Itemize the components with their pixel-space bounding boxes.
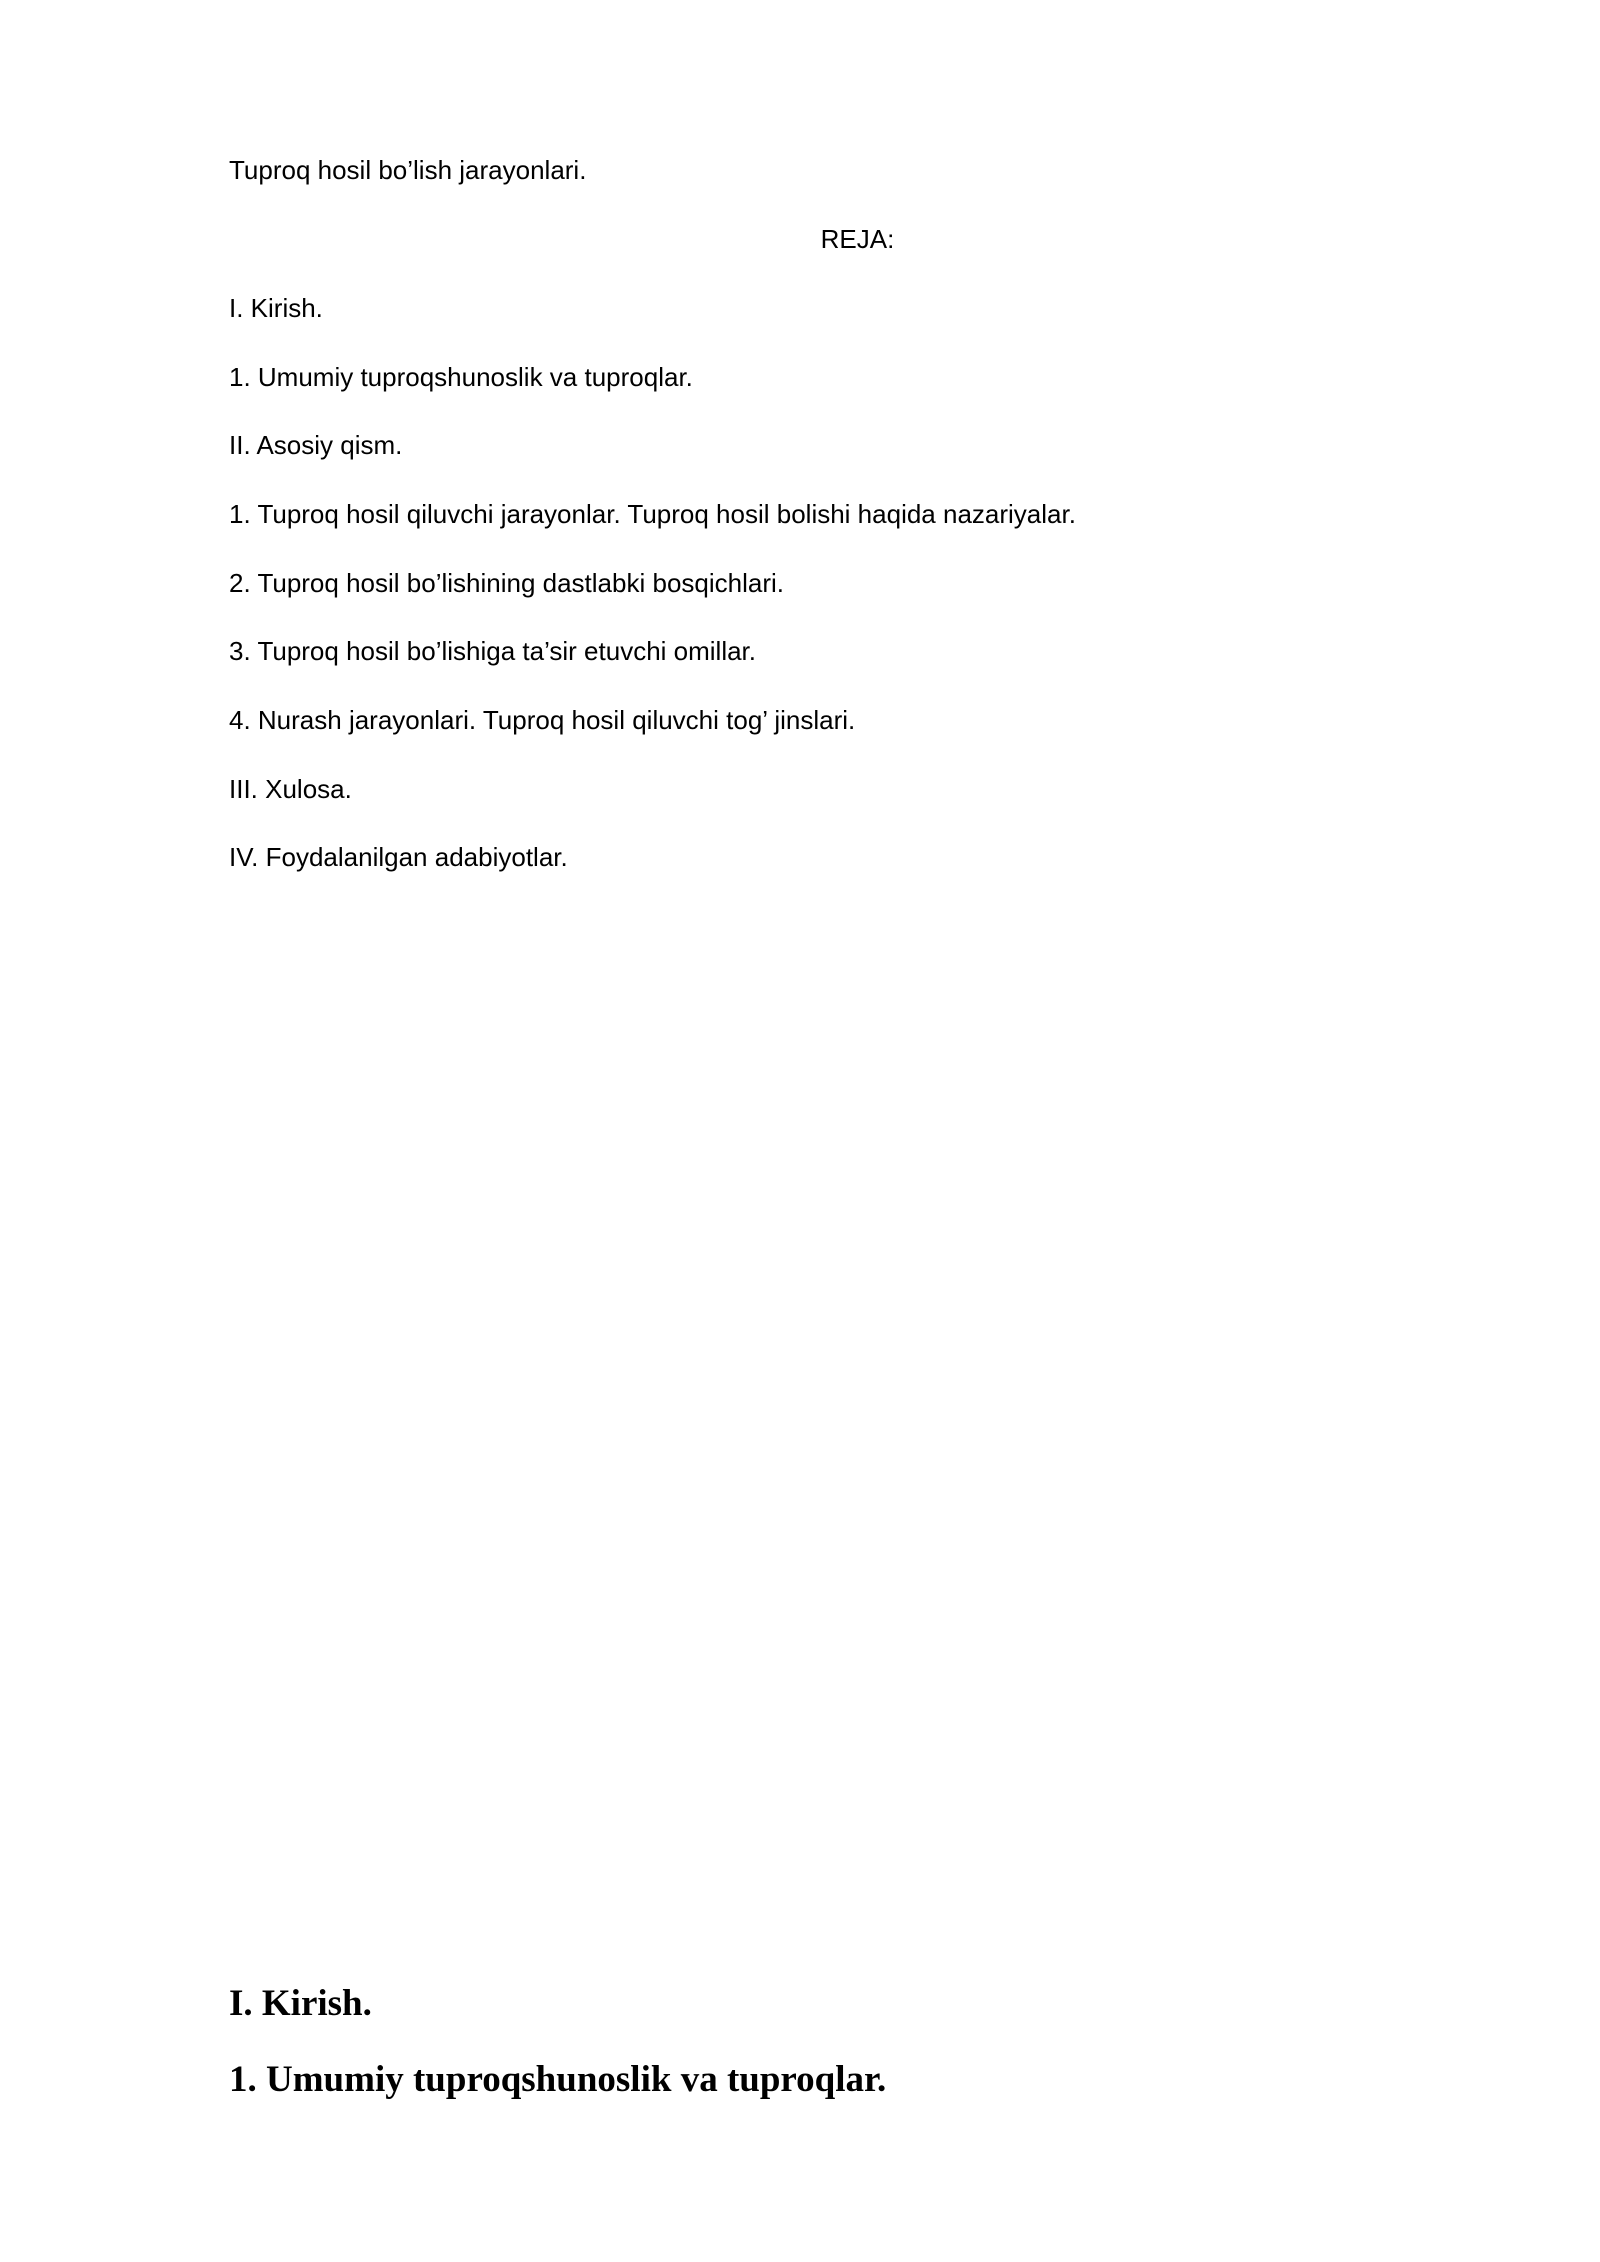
- plan-item: I. Kirish.: [229, 293, 323, 323]
- document-title: Tuproq hosil bo’lish jarayonlari.: [229, 155, 587, 185]
- plan-item: II. Asosiy qism.: [229, 430, 403, 460]
- plan-item: III. Xulosa.: [229, 774, 352, 804]
- subsection-heading: 1. Umumiy tuproqshunoslik va tuproqlar.: [229, 2059, 887, 2100]
- plan-item: 1. Tuproq hosil qiluvchi jarayonlar. Tuproq hosil bolishi haqida nazariyalar.: [229, 499, 1076, 529]
- plan-item: 4. Nurash jarayonlari. Tuproq hosil qiluvchi tog’ jinslari.: [229, 705, 856, 735]
- plan-label: REJA:: [820, 224, 895, 254]
- plan-item: 1. Umumiy tuproqshunoslik va tuproqlar.: [229, 362, 693, 392]
- section-heading: I. Kirish.: [229, 1983, 372, 2024]
- plan-item: IV. Foydalanilgan adabiyotlar.: [229, 842, 568, 872]
- plan-item: 3. Tuproq hosil bo’lishiga ta’sir etuvchi omillar.: [229, 636, 757, 666]
- plan-item: 2. Tuproq hosil bo’lishining dastlabki bosqichlari.: [229, 568, 784, 598]
